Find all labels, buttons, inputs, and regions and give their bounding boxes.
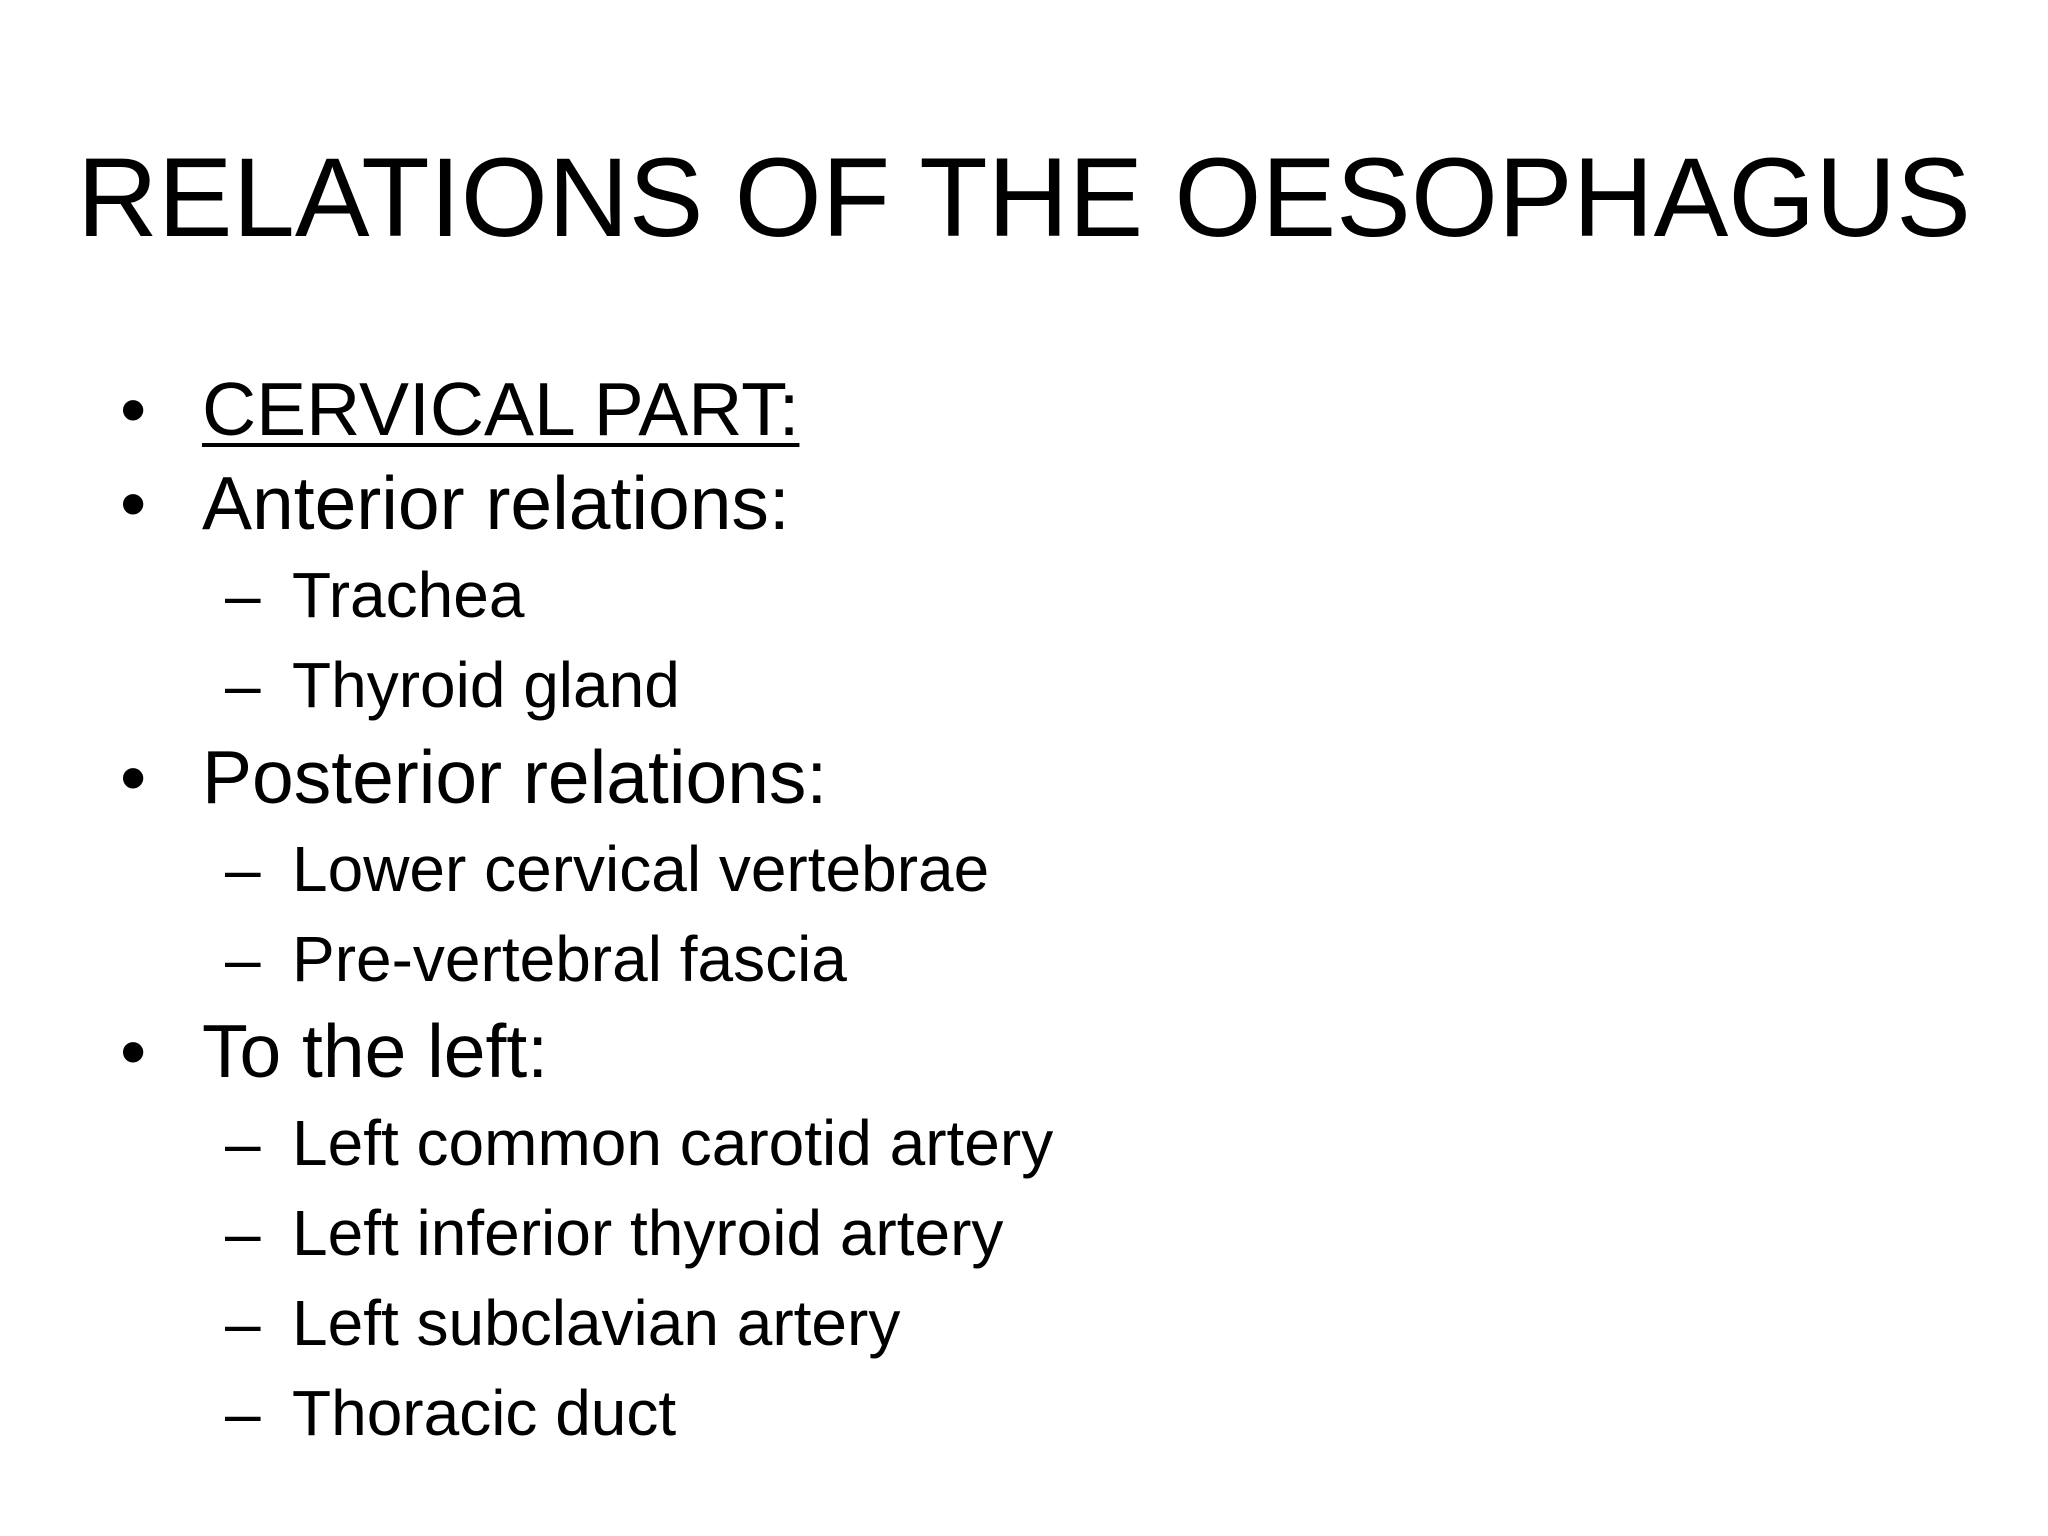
dash-icon: – xyxy=(225,649,261,721)
bullet-list xyxy=(120,362,1980,1458)
bullet-icon: • xyxy=(120,461,147,545)
sub-item-thoracic-duct xyxy=(120,1368,1980,1458)
sub-item-thyroid-gland xyxy=(120,640,1980,730)
dash-icon: – xyxy=(225,833,261,905)
dash-icon: – xyxy=(225,1287,261,1359)
bullet-text: Anterior relations: xyxy=(202,461,790,545)
dash-icon: – xyxy=(225,1197,261,1269)
bullet-item-cervical-part xyxy=(120,362,1980,456)
dash-icon: – xyxy=(225,559,261,631)
sub-item-left-subclavian-artery xyxy=(120,1278,1980,1368)
sub-item-text: Trachea xyxy=(292,559,525,631)
sub-item-text: Left inferior thyroid artery xyxy=(292,1197,1004,1269)
sub-item-text: Lower cervical vertebrae xyxy=(292,833,990,905)
sub-item-text: Thyroid gland xyxy=(292,649,680,721)
dash-icon: – xyxy=(225,1107,261,1179)
sub-item-text: Thoracic duct xyxy=(292,1377,677,1449)
bullet-item-anterior-relations xyxy=(120,456,1980,550)
bullet-text: Posterior relations: xyxy=(202,735,828,819)
bullet-icon: • xyxy=(120,1009,147,1093)
sub-item-text: Left subclavian artery xyxy=(292,1287,901,1359)
sub-item-lower-cervical-vertebrae xyxy=(120,824,1980,914)
dash-icon: – xyxy=(225,1377,261,1449)
slide-title: RELATIONS OF THE OESOPHAGUS xyxy=(77,135,1971,260)
sub-item-text: Left common carotid artery xyxy=(292,1107,1054,1179)
bullet-icon: • xyxy=(120,735,147,819)
bullet-item-posterior-relations xyxy=(120,730,1980,824)
sub-item-left-common-carotid-artery xyxy=(120,1098,1980,1188)
bullet-text: To the left: xyxy=(202,1009,549,1093)
bullet-text: CERVICAL PART: xyxy=(202,367,800,451)
bullet-item-to-the-left xyxy=(120,1004,1980,1098)
sub-item-trachea xyxy=(120,550,1980,640)
bullet-icon: • xyxy=(120,367,147,451)
sub-item-left-inferior-thyroid-artery xyxy=(120,1188,1980,1278)
dash-icon: – xyxy=(225,923,261,995)
sub-item-text: Pre-vertebral fascia xyxy=(292,923,847,995)
sub-item-pre-vertebral-fascia xyxy=(120,914,1980,1004)
